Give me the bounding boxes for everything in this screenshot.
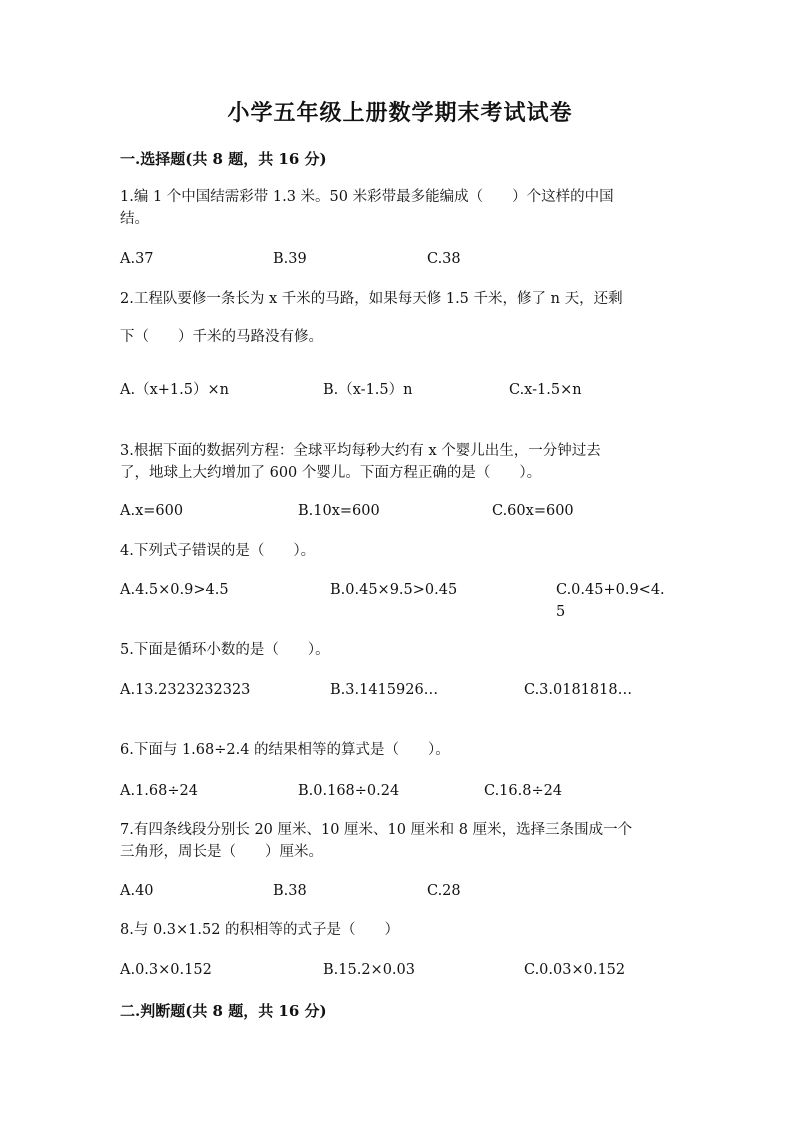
question-2-stem (120, 280, 680, 356)
question-6-option-b[interactable]: B.0.168÷0.24 (298, 783, 400, 799)
question-1-option-a[interactable]: A.37 (120, 251, 154, 267)
question-8-option-c[interactable]: C.0.03×0.152 (524, 962, 626, 978)
question-6-option-c[interactable]: C.16.8÷24 (484, 783, 563, 799)
question-2-stem-line: 2.工程队要修一条长为 x 千米的马路，如果每天修 1.5 千米，修了 n 天，还剩 (120, 291, 623, 307)
question-2-option-a[interactable]: A.（x+1.5）×n (120, 382, 229, 398)
question-4-option-a[interactable]: A.4.5×0.9>4.5 (120, 582, 229, 598)
question-1-stem-line: 结。 (120, 211, 149, 227)
section-heading-choice: 一.选择题(共 8 题，共 16 分) (120, 150, 327, 168)
question-2-option-b[interactable]: B.（x-1.5）n (323, 382, 413, 398)
question-3-stem (120, 440, 680, 484)
question-5-option-c[interactable]: C.3.0181818… (524, 682, 633, 698)
question-3-option-a[interactable]: A.x=600 (120, 503, 184, 519)
question-5-option-a[interactable]: A.13.2323232323 (120, 682, 251, 698)
question-4-option-c[interactable]: C.0.45+0.9<4.5 (556, 582, 665, 620)
question-8-stem (120, 919, 680, 941)
question-3-stem-line: 3.根据下面的数据列方程：全球平均每秒大约有 x 个婴儿出生，一分钟过去 (120, 443, 601, 459)
question-3-stem-line: 了，地球上大约增加了 600 个婴儿。下面方程正确的是（ ）。 (120, 465, 542, 481)
question-6-stem (120, 739, 680, 761)
question-4-stem (120, 540, 680, 562)
question-5-option-b[interactable]: B.3.1415926… (330, 682, 439, 698)
question-7-option-b[interactable]: B.38 (273, 883, 307, 899)
question-7-option-c[interactable]: C.28 (427, 883, 461, 899)
question-4-option-b[interactable]: B.0.45×9.5>0.45 (330, 582, 458, 598)
question-1-option-c[interactable]: C.38 (427, 251, 461, 267)
question-1-option-b[interactable]: B.39 (273, 251, 307, 267)
question-3-option-c[interactable]: C.60x=600 (492, 503, 574, 519)
question-7-stem (120, 819, 680, 863)
question-6-option-a[interactable]: A.1.68÷24 (120, 783, 198, 799)
question-4-stem-line: 4.下列式子错误的是（ ）。 (120, 543, 316, 559)
question-8-option-a[interactable]: A.0.3×0.152 (120, 962, 212, 978)
question-5-stem (120, 639, 680, 661)
question-5-stem-line: 5.下面是循环小数的是（ ）。 (120, 642, 330, 658)
question-7-option-a[interactable]: A.40 (120, 883, 154, 899)
question-7-stem-line: 7.有四条线段分别长 20 厘米、10 厘米、10 厘米和 8 厘米，选择三条围成一个 (120, 822, 633, 838)
question-2-stem-line: 下（ ）千米的马路没有修。 (120, 329, 323, 345)
question-7-stem-line: 三角形，周长是（ ）厘米。 (120, 844, 323, 860)
page-title: 小学五年级上册数学期末考试试卷 (227, 100, 573, 126)
question-3-option-b[interactable]: B.10x=600 (298, 503, 380, 519)
question-6-stem-line: 6.下面与 1.68÷2.4 的结果相等的算式是（ ）。 (120, 742, 450, 758)
section-heading-judgement: 二.判断题(共 8 题，共 16 分) (120, 1002, 327, 1020)
question-2-option-c[interactable]: C.x-1.5×n (509, 382, 582, 398)
question-1-stem (120, 186, 680, 230)
question-8-option-b[interactable]: B.15.2×0.03 (323, 962, 415, 978)
question-8-stem-line: 8.与 0.3×1.52 的积相等的式子是（ ） (120, 922, 400, 938)
question-1-stem-line: 1.编 1 个中国结需彩带 1.3 米。50 米彩带最多能编成（ ）个这样的中国 (120, 189, 614, 205)
